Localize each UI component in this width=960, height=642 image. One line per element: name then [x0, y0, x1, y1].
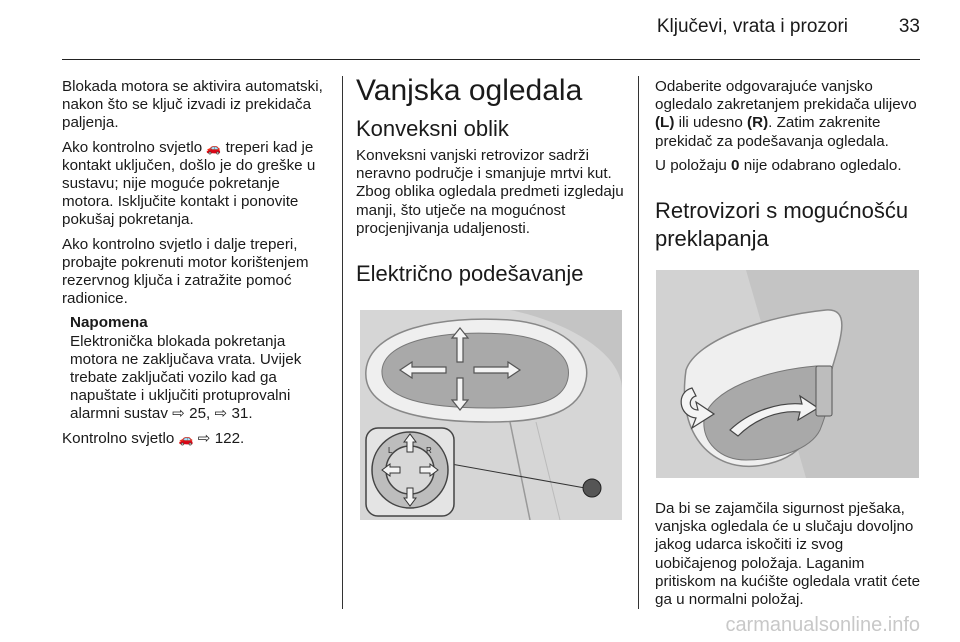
immobiliser-warning-icon: 🚗 — [178, 431, 194, 446]
note-box — [70, 314, 330, 423]
note-text: Elektronička blokada pokretanja motora ne zaključava vrata. Uvijek trebate zaključati vozilo kad ga napuštate i uključiti protuprovalni alarmni sustav ⇨ 25, ⇨ 31. — [70, 332, 302, 423]
column-3 — [655, 78, 927, 269]
watermark: carmanualsonline.info — [725, 614, 920, 636]
header-rule — [62, 59, 920, 60]
paragraph-spare-key: Ako kontrolno svjetlo i dalje treperi, probajte pokrenuti motor korištenjem rezervnog ključa i zatražite pomoć radionice. — [62, 235, 309, 308]
paragraph-pedestrian-safety: Da bi se zajamčila sigurnost pješaka, vanjska ogledala će u slučaju dovoljno jakog udarca iskočiti iz svog uobičajenog položaja. Laganim pritiskom na kućište ogledala vratit ćete ga u normalni položaj. — [655, 500, 921, 609]
knob-label-left: L — [388, 446, 393, 455]
mirror-adjustment-figure — [360, 310, 622, 520]
page-reference-link[interactable]: 25, — [189, 405, 211, 423]
page-reference-icon: ⇨ — [172, 405, 185, 423]
page-reference-icon: ⇨ — [197, 429, 211, 447]
paragraph-control-light: Kontrolno svjetlo 🚗 ⇨ 122. — [62, 429, 245, 447]
folding-mirror-figure — [656, 270, 919, 478]
paragraph-select-mirror: Odaberite odgovarajuće vanjsko ogledalo zakretanjem prekidača ulijevo (L) ili udesno (R). Zatim zakrenite prekidač za podešavanja ogledala. — [655, 78, 917, 150]
paragraph-warning-flash: Ako kontrolno svjetlo 🚗 treperi kad je kontakt uključen, došlo je do greške u sustavu; nije moguće pokretanje motora. Isključite kontakt i ponovite pokušaj pokretanja. — [62, 138, 316, 229]
knob-label-right: R — [426, 446, 432, 455]
immobiliser-warning-icon: 🚗 — [206, 140, 222, 155]
paragraph-convex-mirror: Konveksni vanjski retrovizor sadrži neravno područje i smanjuje mrtvi kut. Zbog oblika ogledala predmeti izgledaju manji, što utječe na mogućnost procjenjivanja udaljenosti. — [356, 147, 624, 237]
page-reference-link[interactable]: 31. — [231, 405, 253, 423]
section-heading-exterior-mirrors: Vanjska ogledala — [356, 74, 583, 107]
paragraph-position-zero: U položaju 0 nije odabrano ogledalo. — [655, 156, 902, 174]
page-reference-icon: ⇨ — [214, 405, 228, 423]
column-1 — [62, 78, 330, 454]
subheading-folding-mirrors: Retrovizori s mogućnošću preklapanja — [655, 198, 909, 252]
column-divider-2 — [638, 76, 639, 609]
paragraph-immobiliser-activation: Blokada motora se aktivira automatski, nakon što se ključ izvadi iz prekidača paljenja. — [62, 78, 323, 132]
page-number: 33 — [898, 16, 920, 37]
column-divider-1 — [342, 76, 343, 609]
folding-mirror-illustration — [656, 270, 919, 478]
mirror-adjustment-illustration — [360, 310, 622, 520]
page-reference-link[interactable]: 122. — [214, 429, 245, 447]
subheading-electric-adjustment: Električno podešavanje — [356, 261, 584, 287]
column-3-bottom — [655, 500, 927, 615]
note-title: Napomena — [70, 314, 148, 332]
header-title: Ključevi, vrata i prozori — [656, 16, 848, 37]
subheading-convex-shape: Konveksni oblik — [356, 116, 509, 141]
column-2 — [356, 74, 628, 304]
